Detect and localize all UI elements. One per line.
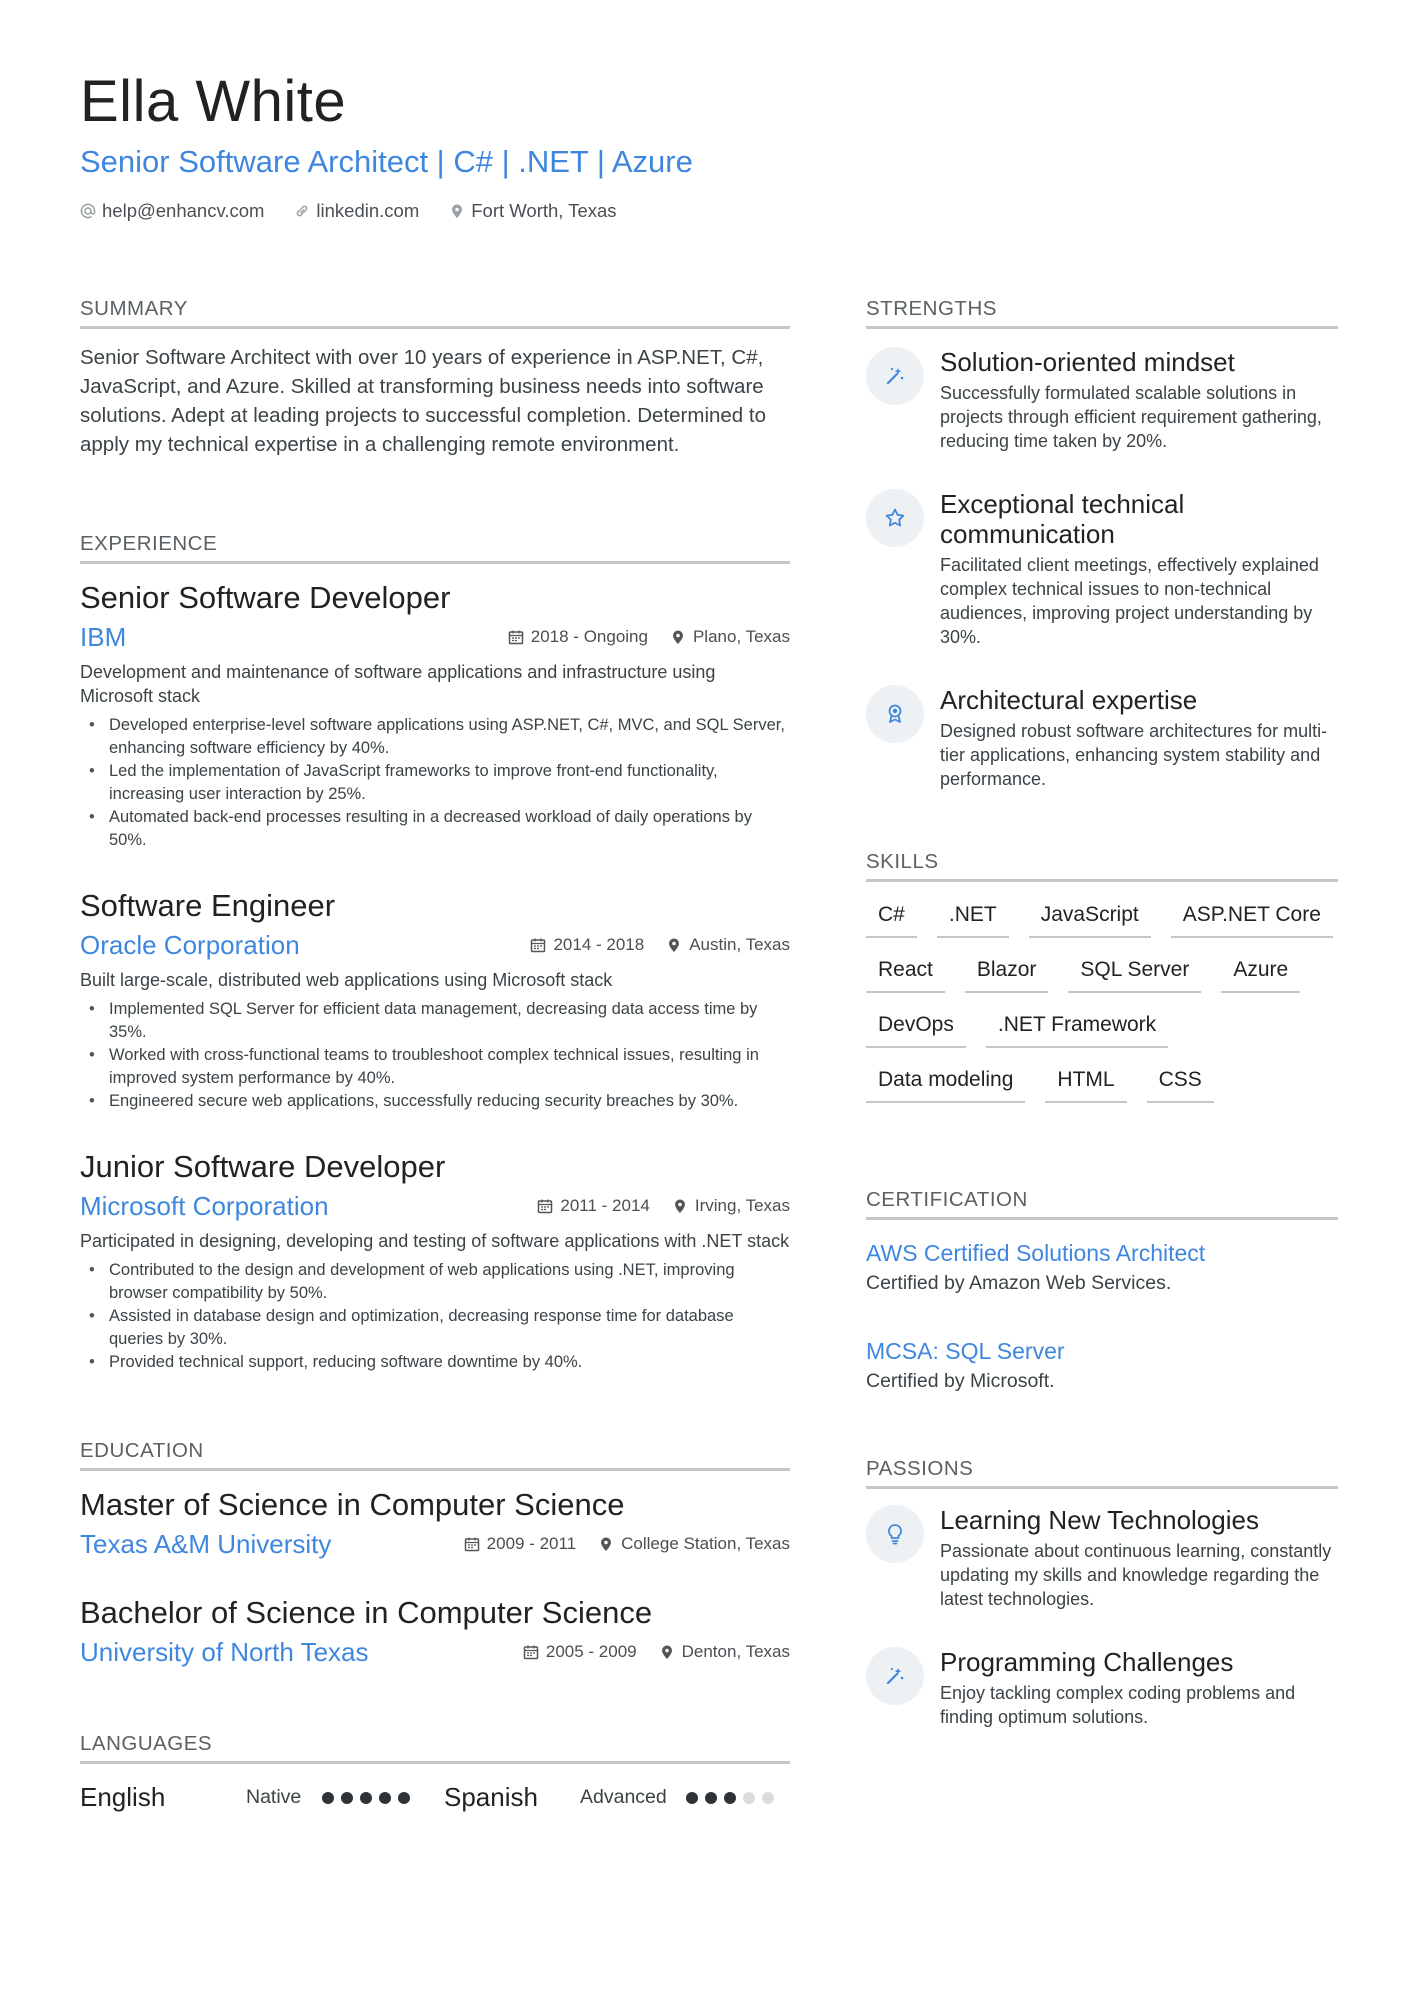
experience-section [80, 531, 790, 1374]
bullet-item: • Automated back-end processes resulting in a decreased workload of daily operations by 50%. [80, 806, 790, 852]
bullet-item: • Provided technical support, reducing software downtime by 40%. [80, 1351, 790, 1374]
language-level: Advanced [580, 1786, 667, 1808]
strength-title: Exceptional technical communication [940, 489, 1185, 549]
calendar-icon [508, 629, 524, 645]
star-icon [866, 489, 924, 547]
job-dates: 2018 - Ongoing [530, 627, 648, 646]
rating-dot [705, 1792, 717, 1804]
location-pin-icon [449, 203, 465, 219]
location-pin-icon [670, 629, 686, 645]
skill-tag: .NET Framework [986, 1010, 1168, 1048]
job-location: Austin, Texas [689, 935, 790, 954]
certification-section [866, 1187, 1338, 1394]
education-dates: 2009 - 2011 [486, 1534, 577, 1553]
certification-name: MCSA: SQL Server [866, 1338, 1065, 1364]
rating-dot [724, 1792, 736, 1804]
passion-description: Enjoy tackling complex coding problems and finding optimum solutions. [940, 1683, 1296, 1727]
job-dates: 2011 - 2014 [560, 1196, 650, 1215]
link-icon [294, 203, 310, 219]
passions-heading: PASSIONS [866, 1456, 1338, 1489]
summary-section [80, 296, 790, 459]
bullet-item: • Assisted in database design and optimization, decreasing response time for database queries by 30%. [80, 1305, 790, 1351]
summary-text: Senior Software Architect with over 10 years of experience in ASP.NET, C#, JavaScript, and Azure. Skilled at transforming business needs into software solutions. Adept at leading projects to successful completion. Determined to apply my technical expertise in a challenging remote environment. [80, 346, 766, 456]
skill-tag: SQL Server [1068, 955, 1201, 993]
rating-dot [398, 1792, 410, 1804]
skill-tag: C# [866, 900, 917, 938]
rating-dot [686, 1792, 698, 1804]
strength-item [866, 685, 1338, 791]
education-entry [80, 1593, 790, 1669]
education-location: Denton, Texas [681, 1642, 790, 1661]
job-title: Junior Software Developer [80, 1149, 446, 1184]
education-heading: EDUCATION [80, 1438, 790, 1471]
skills-list [866, 900, 1338, 1103]
language-rating [686, 1792, 774, 1804]
candidate-title: Senior Software Architect | C# | .NET | Azure [80, 144, 693, 179]
skill-tag: .NET [937, 900, 1009, 938]
email-text: help@enhancv.com [102, 200, 265, 221]
location-pin-icon [666, 937, 682, 953]
summary-heading: SUMMARY [80, 296, 790, 329]
passion-description: Passionate about continuous learning, constantly updating my skills and knowledge regarding the latest technologies. [940, 1541, 1332, 1609]
job-bullets [80, 714, 790, 852]
skill-tag: Azure [1221, 955, 1300, 993]
skill-tag: Data modeling [866, 1065, 1025, 1103]
award-icon [866, 685, 924, 743]
right-column [866, 296, 1338, 1729]
job-dates: 2014 - 2018 [553, 935, 645, 954]
rating-dot [322, 1792, 334, 1804]
strength-item [866, 489, 1338, 649]
skill-tag: ASP.NET Core [1171, 900, 1333, 938]
contact-location [449, 200, 616, 222]
location-pin-icon [672, 1198, 688, 1214]
skill-tag: CSS [1147, 1065, 1214, 1103]
education-location: College Station, Texas [621, 1534, 790, 1553]
location-pin-icon [659, 1644, 675, 1660]
strength-item [866, 347, 1338, 453]
job-entry [80, 1147, 790, 1374]
passions-section [866, 1456, 1338, 1729]
job-description: Built large-scale, distributed web applications using Microsoft stack [80, 970, 613, 990]
bullet-item: • Engineered secure web applications, successfully reducing security breaches by 30%. [80, 1090, 790, 1113]
left-column [80, 296, 790, 1813]
education-dates: 2005 - 2009 [545, 1642, 637, 1661]
location-pin-icon [598, 1536, 614, 1552]
experience-heading: EXPERIENCE [80, 531, 790, 564]
rating-dot [341, 1792, 353, 1804]
languages-section [80, 1731, 790, 1813]
language-name: English [80, 1782, 166, 1812]
strength-title: Solution-oriented mindset [940, 347, 1235, 377]
calendar-icon [530, 937, 546, 953]
skill-tag: HTML [1045, 1065, 1126, 1103]
skills-heading: SKILLS [866, 849, 1338, 882]
company-name: Oracle Corporation [80, 930, 300, 960]
contact-row [80, 200, 1330, 222]
job-description: Participated in designing, developing and testing of software applications with .NET stack [80, 1231, 790, 1251]
bullet-item: • Worked with cross-functional teams to troubleshoot complex technical issues, resulting in improved system performance by 40%. [80, 1044, 790, 1090]
rating-dot [743, 1792, 755, 1804]
degree-title: Master of Science in Computer Science [80, 1487, 625, 1522]
calendar-icon [537, 1198, 553, 1214]
passion-title: Learning New Technologies [940, 1505, 1259, 1535]
magic-wand-icon [866, 347, 924, 405]
certification-issuer: Certified by Amazon Web Services. [866, 1272, 1172, 1294]
company-name: Microsoft Corporation [80, 1191, 329, 1221]
passion-title: Programming Challenges [940, 1647, 1234, 1677]
job-description: Development and maintenance of software applications and infrastructure using Microsoft stack [80, 662, 716, 706]
magic-wand-icon [866, 1647, 924, 1705]
job-title: Software Engineer [80, 888, 336, 923]
calendar-icon [464, 1536, 480, 1552]
company-name: IBM [80, 622, 127, 652]
location-text: Fort Worth, Texas [471, 200, 617, 221]
skill-tag: DevOps [866, 1010, 966, 1048]
job-bullets [80, 998, 790, 1113]
language-name: Spanish [444, 1782, 538, 1812]
lightbulb-icon [866, 1505, 924, 1563]
strength-description: Successfully formulated scalable solutions in projects through efficient requirement gathering, reducing time taken by 20%. [940, 383, 1322, 451]
certification-heading: CERTIFICATION [866, 1187, 1338, 1220]
contact-email[interactable] [80, 200, 264, 222]
strengths-heading: STRENGTHS [866, 296, 1338, 329]
education-section [80, 1438, 790, 1669]
bullet-item: • Developed enterprise-level software applications using ASP.NET, C#, MVC, and SQL Server, enhancing software efficiency by 40%. [80, 714, 790, 760]
strength-description: Designed robust software architectures for multi-tier applications, enhancing system stability and performance. [940, 721, 1328, 789]
job-location: Irving, Texas [694, 1196, 790, 1215]
calendar-icon [523, 1644, 539, 1660]
passion-item [866, 1505, 1338, 1611]
certification-issuer: Certified by Microsoft. [866, 1370, 1055, 1392]
bullet-item: • Contributed to the design and development of web applications using .NET, improving browser compatibility by 50%. [80, 1259, 790, 1305]
strength-title: Architectural expertise [940, 685, 1198, 715]
at-icon [80, 203, 96, 219]
school-name: University of North Texas [80, 1637, 369, 1667]
certification-item [866, 1336, 1338, 1394]
skill-tag: JavaScript [1029, 900, 1151, 938]
skill-tag: React [866, 955, 945, 993]
contact-linkedin[interactable] [294, 200, 419, 222]
skills-section [866, 849, 1338, 1103]
passion-item [866, 1647, 1338, 1729]
school-name: Texas A&M University [80, 1529, 332, 1559]
skill-tag: Blazor [965, 955, 1049, 993]
rating-dot [360, 1792, 372, 1804]
job-title: Senior Software Developer [80, 580, 451, 615]
degree-title: Bachelor of Science in Computer Science [80, 1595, 653, 1630]
languages-heading: LANGUAGES [80, 1731, 790, 1764]
job-location: Plano, Texas [692, 627, 790, 646]
rating-dot [762, 1792, 774, 1804]
strength-description: Facilitated client meetings, effectively explained complex technical issues to non-technical audiences, improving project understanding by 30%. [940, 555, 1319, 647]
bullet-item: • Implemented SQL Server for efficient data management, decreasing data access time by 35%. [80, 998, 790, 1044]
resume-header [80, 66, 1330, 222]
strengths-section [866, 296, 1338, 791]
job-entry [80, 578, 790, 852]
candidate-name: Ella White [80, 69, 347, 134]
bullet-item: • Led the implementation of JavaScript frameworks to improve front-end functionality, increasing user interaction by 25%. [80, 760, 790, 806]
language-rating [322, 1792, 444, 1804]
certification-name: AWS Certified Solutions Architect [866, 1240, 1206, 1266]
language-level: Native [246, 1786, 302, 1808]
linkedin-text: linkedin.com [316, 200, 420, 221]
job-entry [80, 886, 790, 1113]
certification-item [866, 1238, 1338, 1296]
job-bullets [80, 1259, 790, 1374]
education-entry [80, 1485, 790, 1561]
rating-dot [379, 1792, 391, 1804]
languages-row [80, 1782, 790, 1813]
